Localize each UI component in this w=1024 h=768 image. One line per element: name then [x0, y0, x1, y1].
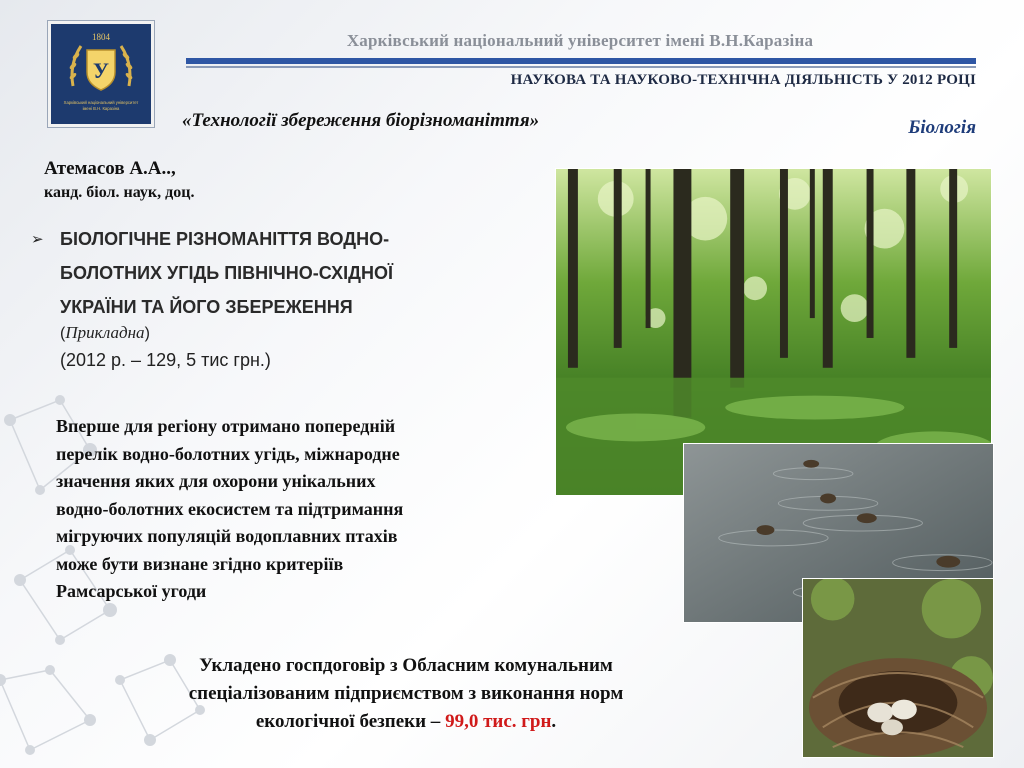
logo-year: 1804 — [92, 32, 110, 42]
section-title: НАУКОВА ТА НАУКОВО-ТЕХНІЧНА ДІЯЛЬНІСТЬ У 2012 РОЦІ — [510, 72, 976, 88]
project-type — [60, 323, 150, 343]
logo-caption-line1: Харківський національний університет — [63, 100, 139, 105]
description — [56, 413, 536, 606]
program-title: «Технології збереження біорізноманіття» — [182, 110, 540, 131]
description-line: Вперше для регіону отримано попередній — [56, 416, 396, 436]
university-logo — [48, 21, 154, 127]
contract-line: Укладено госпдоговір з Обласним комунальним — [199, 655, 613, 676]
project-title-line: УКРАЇНИ ТА ЙОГО ЗБЕРЕЖЕННЯ — [60, 297, 353, 317]
project-type-open: ( — [60, 325, 66, 342]
author-degree: канд. біол. наук, доц. — [44, 184, 195, 201]
description-line: значення яких для охорони унікальних — [56, 471, 376, 491]
contract-suffix: . — [551, 711, 557, 732]
description-line: мігруючих популяцій водоплавних птахів — [56, 526, 398, 546]
logo-caption-line2: імені В.Н. Каразіна — [82, 106, 120, 111]
description-line: перелік водно-болотних угідь, міжнародне — [56, 443, 400, 464]
header-rule-thick — [186, 58, 976, 64]
contract-note — [96, 652, 716, 736]
project-title-line: БІОЛОГІЧНЕ РІЗНОМАНІТТЯ ВОДНО- — [60, 229, 390, 249]
author-name: Атемасов А.А.., — [44, 158, 176, 179]
header-rule-thin — [186, 66, 976, 68]
project-type-close: ) — [144, 325, 150, 342]
contract-amount: 99,0 тис. грн — [445, 711, 552, 732]
project-type-value: Прикладна — [65, 323, 145, 342]
project-title-line: БОЛОТНИХ УГІДЬ ПІВНІЧНО-СХІДНОЇ — [60, 263, 393, 283]
field-label: Біологія — [908, 117, 976, 138]
description-line: водно-болотних екосистем та підтримання — [56, 498, 404, 519]
project-title — [60, 222, 520, 324]
description-line: Рамсарської угоди — [56, 581, 207, 601]
project-budget: (2012 р. – 129, 5 тис грн.) — [60, 350, 271, 370]
logo-letter: У — [92, 58, 110, 83]
contract-line-3 — [96, 708, 716, 736]
description-line: може бути визнане згідно критеріїв — [56, 553, 344, 574]
contract-line3-prefix: екологічної безпеки – — [255, 711, 446, 732]
bullet-arrow-icon: ➢ — [31, 230, 44, 248]
contract-line: спеціалізованим підприємством з виконання норм — [188, 683, 624, 704]
nest-with-eggs-photo — [802, 578, 994, 758]
university-title: Харківський національний університет імені В.Н.Каразіна — [346, 31, 814, 50]
